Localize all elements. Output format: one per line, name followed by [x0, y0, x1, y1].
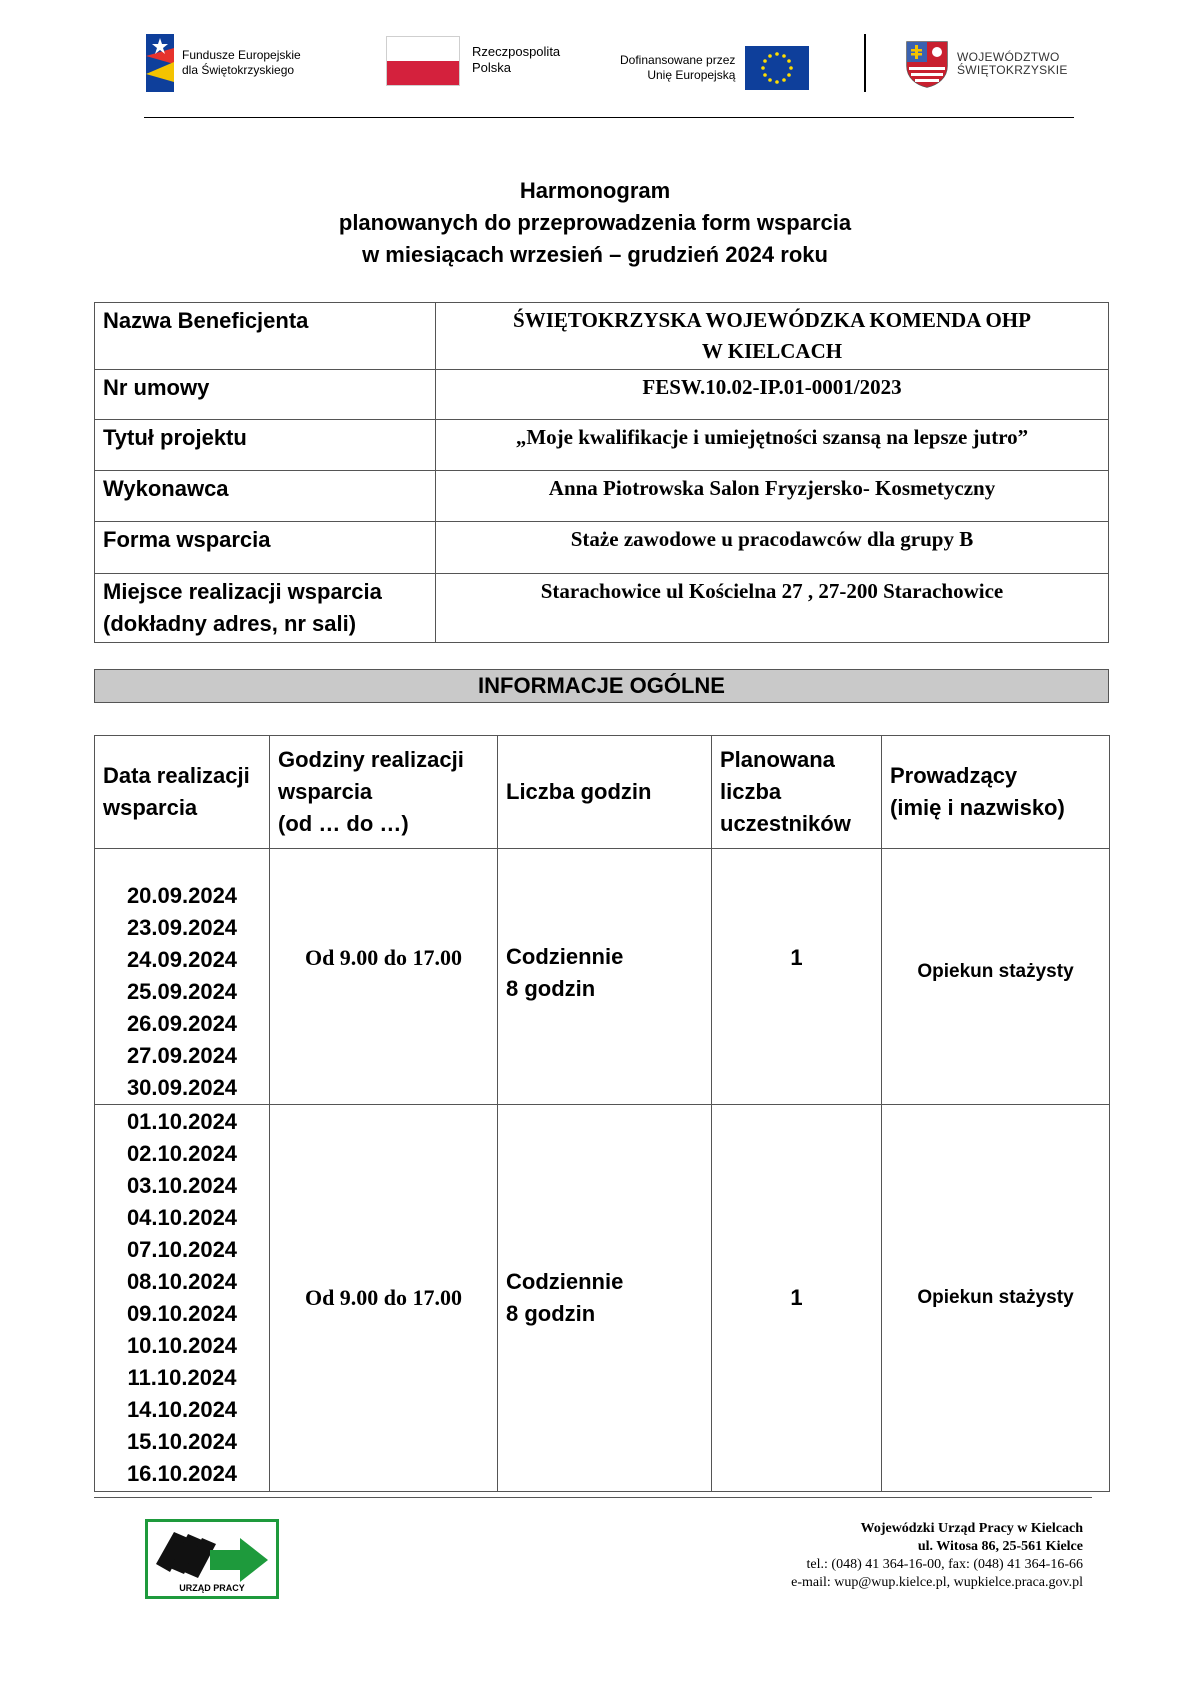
schedule-row-october [95, 1105, 1110, 1492]
header-participants-line1: Planowana [720, 747, 835, 772]
footer-contact [791, 1520, 1083, 1592]
count-line1: Codziennie [506, 944, 624, 969]
contract-label: Nr umowy [95, 370, 436, 420]
count-cell [498, 1105, 712, 1492]
header-separator [864, 34, 866, 92]
footer-email: e-mail: wup@wup.kielce.pl, wupkielce.praca.gov.pl [791, 1575, 1083, 1590]
count-cell [498, 849, 712, 1105]
eu-logo-line2: Unię Europejską [647, 68, 736, 82]
date-item: 03.10.2024 [126, 1173, 238, 1198]
date-item: 20.09.2024 [126, 883, 238, 908]
header-participants [712, 736, 882, 849]
date-item: 26.09.2024 [126, 1011, 238, 1036]
trainer-cell: Opiekun stażysty [882, 849, 1110, 1105]
date-item: 27.09.2024 [126, 1043, 238, 1068]
header-date-line1: Data realizacji [103, 763, 250, 788]
date-item: 14.10.2024 [126, 1397, 238, 1422]
date-item: 23.09.2024 [126, 915, 238, 940]
form-value: Staże zawodowe u pracodawców dla grupy B [436, 522, 1109, 574]
place-label [95, 574, 436, 643]
date-item: 07.10.2024 [126, 1237, 238, 1262]
header-count [498, 736, 712, 849]
info-row-place [95, 574, 1109, 643]
place-label-line1: Miejsce realizacji wsparcia [103, 579, 382, 604]
schedule-header-row [95, 736, 1110, 849]
date-item: 15.10.2024 [126, 1429, 238, 1454]
date-item: 24.09.2024 [126, 947, 238, 972]
header-rule [144, 117, 1074, 118]
logo-unia-europejska [620, 46, 809, 90]
count-line1: Codziennie [506, 1269, 624, 1294]
title-line2: planowanych do przeprowadzenia form wsparcia [338, 210, 852, 235]
header-hours-line2: wsparcia [278, 779, 373, 804]
sw-logo-line1: WOJEWÓDZTWO [957, 50, 1060, 64]
footer-org: Wojewódzki Urząd Pracy w Kielcach [860, 1521, 1083, 1536]
info-row-beneficiary [95, 303, 1109, 370]
footer-rule [94, 1497, 1092, 1498]
beneficiary-value-line2: W KIELCACH [701, 339, 843, 363]
count-line2: 8 godzin [506, 1301, 596, 1326]
contractor-label: Wykonawca [95, 471, 436, 522]
logo-rzeczpospolita [386, 36, 560, 86]
form-label: Forma wsparcia [95, 522, 436, 574]
date-item: 08.10.2024 [126, 1269, 238, 1294]
pl-logo-line1: Rzeczpospolita [472, 44, 561, 59]
contractor-value: Anna Piotrowska Salon Fryzjersko- Kosmetyczny [436, 471, 1109, 522]
document-title [0, 175, 1190, 271]
section-title-informacje-ogolne: INFORMACJE OGÓLNE [94, 669, 1109, 703]
info-row-form [95, 522, 1109, 574]
place-label-line2: (dokładny adres, nr sali) [103, 611, 357, 636]
date-item: 25.09.2024 [126, 979, 238, 1004]
date-item: 09.10.2024 [126, 1301, 238, 1326]
title-line1: Harmonogram [519, 178, 671, 203]
header-participants-line2: liczba [720, 779, 782, 804]
trainer-cell: Opiekun stażysty [882, 1105, 1110, 1492]
hours-cell: Od 9.00 do 17.00 [270, 1105, 498, 1492]
date-item: 04.10.2024 [126, 1205, 238, 1230]
date-item: 02.10.2024 [126, 1141, 238, 1166]
header-trainer-line1: Prowadzący [890, 763, 1018, 788]
info-row-contractor [95, 471, 1109, 522]
hours-cell: Od 9.00 do 17.00 [270, 849, 498, 1105]
schedule-row-september [95, 849, 1110, 1105]
fe-star-icon [146, 34, 174, 92]
pl-logo-line2: Polska [472, 60, 512, 75]
schedule-table [94, 735, 1110, 1492]
date-item: 30.09.2024 [126, 1075, 238, 1100]
header-count-line1: Liczba godzin [506, 779, 652, 804]
header-date [95, 736, 270, 849]
participants-cell: 1 [712, 849, 882, 1105]
date-item: 01.10.2024 [126, 1109, 238, 1134]
contract-value: FESW.10.02-IP.01-0001/2023 [436, 370, 1109, 420]
date-item: 10.10.2024 [126, 1333, 238, 1358]
beneficiary-value-line1: ŚWIĘTOKRZYSKA WOJEWÓDZKA KOMENDA OHP [513, 308, 1031, 332]
header-date-line2: wsparcia [103, 795, 198, 820]
sw-logo-line2: ŚWIĘTOKRZYSKIE [957, 63, 1068, 77]
logo-fundusze-europejskie [146, 34, 316, 92]
header-hours [270, 736, 498, 849]
info-row-contract [95, 370, 1109, 420]
count-line2: 8 godzin [506, 976, 596, 1001]
beneficiary-info-table [94, 302, 1109, 643]
urzad-pracy-label: URZĄD PRACY [179, 1583, 245, 1593]
header-hours-line1: Godziny realizacji [278, 747, 464, 772]
logo-wojewodztwo-swietokrzyskie [905, 40, 1068, 88]
fe-logo-line1: Fundusze Europejskie [182, 48, 301, 62]
footer-phone: tel.: (048) 41 364-16-00, fax: (048) 41 364-16-66 [806, 1557, 1083, 1572]
header-trainer-line2: (imię i nazwisko) [890, 795, 1065, 820]
footer-address: ul. Witosa 86, 25-561 Kielce [917, 1539, 1083, 1554]
project-label: Tytuł projektu [95, 420, 436, 471]
fe-logo-line2: dla Świętokrzyskiego [182, 63, 295, 77]
eu-logo-line1: Dofinansowane przez [620, 53, 736, 67]
project-value: „Moje kwalifikacje i umiejętności szansą na lepsze jutro” [436, 420, 1109, 471]
header-trainer [882, 736, 1110, 849]
date-item: 16.10.2024 [126, 1461, 238, 1486]
eu-flag-icon [745, 46, 809, 90]
info-row-project [95, 420, 1109, 471]
title-line3: w miesiącach wrzesień – grudzień 2024 roku [362, 242, 828, 267]
beneficiary-value [436, 303, 1109, 370]
header-hours-line3: (od … do …) [278, 811, 409, 836]
urzad-pracy-logo [145, 1519, 279, 1599]
dates-cell [95, 849, 270, 1105]
beneficiary-label: Nazwa Beneficjenta [95, 303, 436, 370]
polish-flag-icon [386, 36, 460, 86]
coat-of-arms-icon [905, 40, 949, 88]
dates-cell [95, 1105, 270, 1492]
date-item: 11.10.2024 [127, 1365, 237, 1390]
place-value: Starachowice ul Kościelna 27 , 27-200 Starachowice [436, 574, 1109, 643]
header-participants-line3: uczestników [720, 811, 851, 836]
participants-cell: 1 [712, 1105, 882, 1492]
